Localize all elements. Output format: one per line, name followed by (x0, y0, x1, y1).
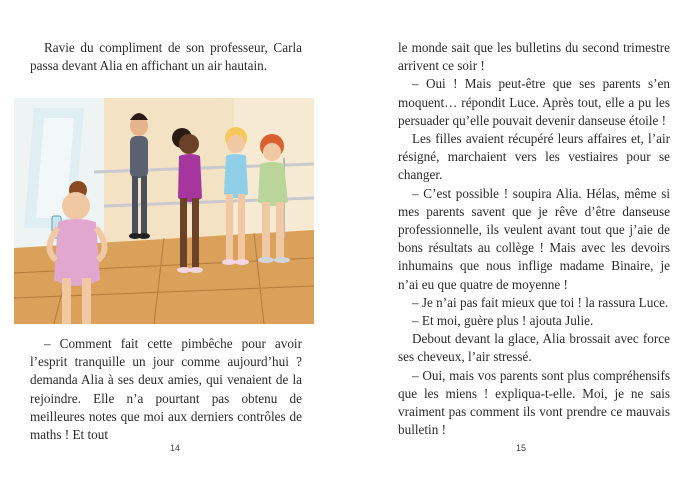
paragraph: le monde sait que les bulletins du second trimestre arrivent ce soir ! (398, 40, 670, 74)
paragraph: – Comment fait cette pimbêche pour avoir l’esprit tranquille un jour comme aujourd’hui ? demanda Alia à ses deux amies, qui venaient de la rejoindre. Elle n’a pourtant pas obtenu de meilleures notes que moi aux derniers contrôles de maths ! Et tout (30, 336, 302, 443)
paragraph: – Oui, mais vos parents sont plus compréhensifs que les miens ! expliqua-t-elle. Moi, je ne sais vraiment pas comment ils vont prendre ce mauvais bulletin ! (398, 367, 670, 438)
right-page-text (398, 39, 670, 439)
left-bottom-text (30, 335, 302, 444)
paragraph: – C’est possible ! soupira Alia. Hélas, même si mes parents savent que je rêve d’être danseuse professionnelle, ils veulent avant tout que j’aie de bons résultats au collège ! Mais avec les devoirs inhumains que nous inflige madame Binaire, je n’ai eu que quatre de moyenne ! (398, 185, 670, 292)
paragraph: Debout devant la glace, Alia brossait avec force ses cheveux, l’air stressé. (398, 331, 670, 365)
paragraph: – Je n’ai pas fait mieux que toi ! la rassura Luce. (412, 294, 669, 310)
paragraph: – Et moi, guère plus ! ajouta Julie. (412, 313, 594, 329)
paragraph: Ravie du compliment de son professeur, Carla passa devant Alia en affichant un air hautain. (30, 40, 302, 74)
paragraph: Les filles avaient récupéré leurs affaires et, l’air résigné, marchaient vers les vestiaires pour se changer. (398, 131, 670, 183)
right-page (350, 0, 700, 496)
paragraph: – Oui ! Mais peut-être que ses parents s’en moquent… répondit Luce. Après tout, elle a pu les persuader qu’elle pouvait devenir danseuse étoile ! (398, 76, 670, 128)
page-number: 15 (516, 443, 527, 453)
dance-studio-illustration (14, 98, 314, 324)
page-number: 14 (170, 443, 181, 453)
left-top-text (30, 39, 302, 75)
